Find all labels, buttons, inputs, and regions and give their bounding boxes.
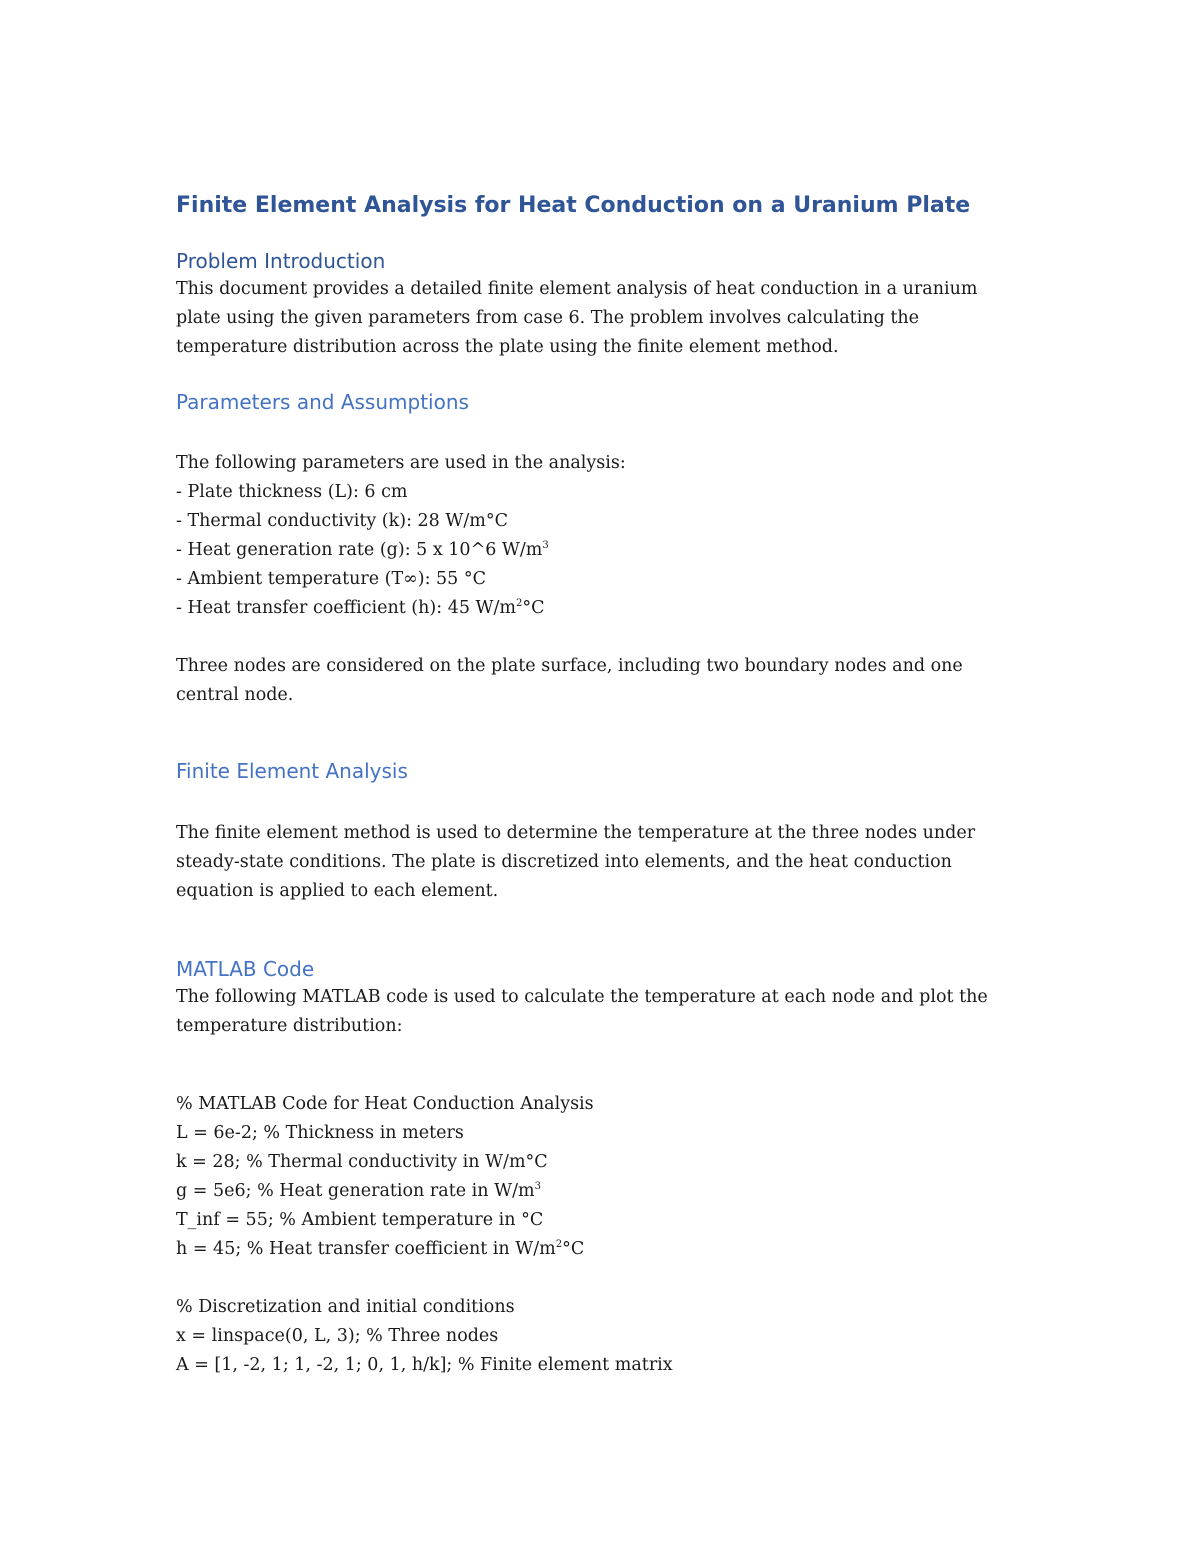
code-line: L = 6e-2; % Thickness in meters bbox=[176, 1123, 464, 1143]
code-line: h = 45; % Heat transfer coefficient in $W/m^2^\circ C$ bbox=[176, 1239, 585, 1259]
nodes-line: central node. bbox=[176, 685, 294, 705]
matlab-intro-line: temperature distribution: bbox=[176, 1016, 403, 1036]
nodes-line: Three nodes are considered on the plate surface, including two boundary nodes and one bbox=[176, 656, 963, 676]
param-thickness: - Plate thickness (L): 6 cm bbox=[176, 482, 408, 502]
intro-paragraph bbox=[176, 275, 1036, 362]
document-title: Finite Element Analysis for Heat Conduction on a Uranium Plate bbox=[176, 193, 971, 218]
fea-paragraph bbox=[176, 819, 1036, 906]
heading-parameters-assumptions: Parameters and Assumptions bbox=[176, 390, 469, 414]
code-line: % MATLAB Code for Heat Conduction Analysis bbox=[176, 1094, 594, 1114]
param-heat-generation: - Heat generation rate (g): 5 x 10^6 $W/m^3$ bbox=[176, 540, 549, 560]
param-ambient-temperature: - Ambient temperature (T∞): 55 °C bbox=[176, 569, 486, 589]
code-line: x = linspace(0, L, 3); % Three nodes bbox=[176, 1326, 499, 1346]
parameters-intro: The following parameters are used in the analysis: bbox=[176, 453, 626, 473]
code-line: k = 28; % Thermal conductivity in W/m°C bbox=[176, 1152, 548, 1172]
code-line: T_inf = 55; % Ambient temperature in °C bbox=[176, 1210, 544, 1230]
intro-line: plate using the given parameters from case 6. The problem involves calculating the bbox=[176, 308, 919, 328]
code-line: g = 5e6; % Heat generation rate in $W/m^3$ bbox=[176, 1181, 541, 1201]
code-line: % Discretization and initial conditions bbox=[176, 1297, 515, 1317]
param-conductivity: - Thermal conductivity (k): 28 W/m°C bbox=[176, 511, 508, 531]
matlab-code-block-1 bbox=[176, 1090, 1036, 1264]
code-line: A = [1, -2, 1; 1, -2, 1; 0, 1, h/k]; % Finite element matrix bbox=[176, 1355, 673, 1375]
parameters-list bbox=[176, 449, 1036, 623]
heading-matlab-code: MATLAB Code bbox=[176, 957, 315, 981]
fea-line: The finite element method is used to determine the temperature at the three nodes under bbox=[176, 823, 976, 843]
intro-line: temperature distribution across the plate using the finite element method. bbox=[176, 337, 839, 357]
heading-finite-element-analysis: Finite Element Analysis bbox=[176, 759, 408, 783]
intro-line: This document provides a detailed finite element analysis of heat conduction in a uranium bbox=[176, 279, 978, 299]
fea-line: equation is applied to each element. bbox=[176, 881, 499, 901]
matlab-code-block-2 bbox=[176, 1293, 1036, 1380]
heading-problem-introduction: Problem Introduction bbox=[176, 249, 386, 273]
param-heat-transfer-coefficient: - Heat transfer coefficient (h): 45 $W/m^2^\circ C$ bbox=[176, 598, 545, 618]
fea-line: steady-state conditions. The plate is discretized into elements, and the heat conduction bbox=[176, 852, 952, 872]
nodes-paragraph bbox=[176, 652, 1036, 710]
matlab-intro-paragraph bbox=[176, 983, 1036, 1041]
matlab-intro-line: The following MATLAB code is used to calculate the temperature at each node and plot the bbox=[176, 987, 988, 1007]
document-body bbox=[176, 188, 1036, 1380]
